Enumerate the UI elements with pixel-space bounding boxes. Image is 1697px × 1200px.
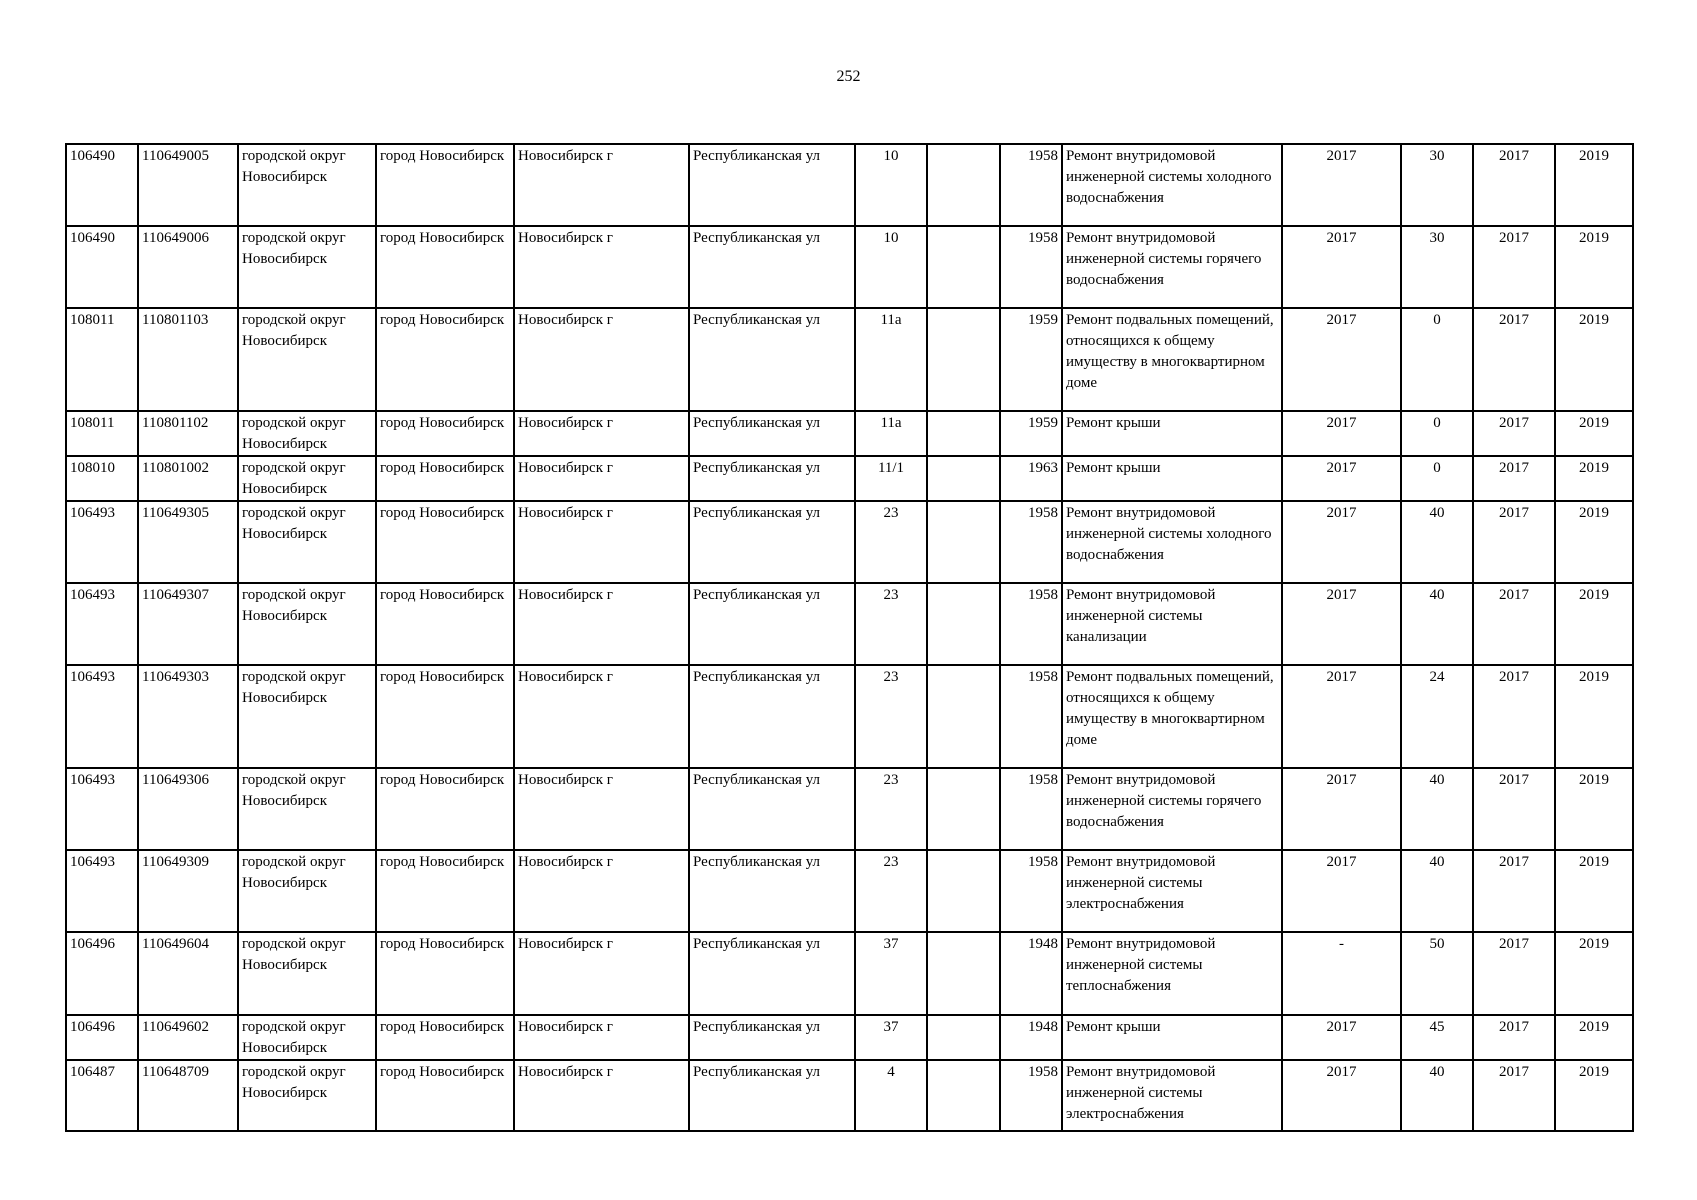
cell-object-id: 108011 — [66, 308, 138, 411]
cell-city: город Новосибирск — [376, 456, 514, 501]
cell-city: город Новосибирск — [376, 411, 514, 456]
cell-house-number: 11а — [855, 411, 927, 456]
cell-year-2: 2017 — [1473, 226, 1555, 308]
cell-build-year: 1958 — [1000, 665, 1062, 768]
cell-year-3: 2019 — [1555, 1015, 1633, 1060]
cell-object-id: 106493 — [66, 665, 138, 768]
cell-street: Республиканская ул — [689, 308, 855, 411]
cell-wear-percent: 40 — [1401, 583, 1473, 665]
cell-municipal-district: городской округ Новосибирск — [238, 1060, 376, 1131]
cell-year-1: 2017 — [1282, 850, 1401, 932]
table-row — [66, 501, 1633, 583]
cell-object-id: 108011 — [66, 411, 138, 456]
table-row — [66, 665, 1633, 768]
cell-year-2: 2017 — [1473, 501, 1555, 583]
cell-year-1: - — [1282, 932, 1401, 1015]
cell-locality: Новосибирск г — [514, 501, 689, 583]
cell-year-1: 2017 — [1282, 768, 1401, 850]
cell-city: город Новосибирск — [376, 850, 514, 932]
cell-locality: Новосибирск г — [514, 665, 689, 768]
cell-street: Республиканская ул — [689, 932, 855, 1015]
cell-element-code: 110801103 — [138, 308, 238, 411]
cell-house-number: 23 — [855, 501, 927, 583]
cell-year-1: 2017 — [1282, 583, 1401, 665]
cell-wear-percent: 40 — [1401, 768, 1473, 850]
cell-year-3: 2019 — [1555, 226, 1633, 308]
cell-year-3: 2019 — [1555, 932, 1633, 1015]
cell-wear-percent: 50 — [1401, 932, 1473, 1015]
cell-work-type: Ремонт подвальных помещений, относящихся к общему имуществу в многоквартирном доме — [1062, 308, 1282, 411]
cell-element-code: 110801102 — [138, 411, 238, 456]
cell-year-1: 2017 — [1282, 308, 1401, 411]
cell-object-id: 108010 — [66, 456, 138, 501]
cell-work-type: Ремонт внутридомовой инженерной системы холодного водоснабжения — [1062, 501, 1282, 583]
cell-city: город Новосибирск — [376, 768, 514, 850]
cell-locality: Новосибирск г — [514, 1015, 689, 1060]
cell-element-code: 110649005 — [138, 144, 238, 226]
cell-street: Республиканская ул — [689, 144, 855, 226]
cell-municipal-district: городской округ Новосибирск — [238, 665, 376, 768]
cell-work-type: Ремонт внутридомовой инженерной системы электроснабжения — [1062, 1060, 1282, 1131]
cell-locality: Новосибирск г — [514, 226, 689, 308]
cell-wear-percent: 30 — [1401, 226, 1473, 308]
cell-year-3: 2019 — [1555, 308, 1633, 411]
cell-wear-percent: 45 — [1401, 1015, 1473, 1060]
cell-year-2: 2017 — [1473, 768, 1555, 850]
cell-house-number: 23 — [855, 768, 927, 850]
cell-street: Республиканская ул — [689, 1060, 855, 1131]
table-body — [66, 144, 1633, 1131]
cell-year-2: 2017 — [1473, 932, 1555, 1015]
cell-element-code: 110649303 — [138, 665, 238, 768]
cell-work-type: Ремонт внутридомовой инженерной системы канализации — [1062, 583, 1282, 665]
cell-year-2: 2017 — [1473, 308, 1555, 411]
cell-building — [927, 1060, 1000, 1131]
cell-house-number: 37 — [855, 1015, 927, 1060]
cell-build-year: 1958 — [1000, 850, 1062, 932]
cell-year-1: 2017 — [1282, 144, 1401, 226]
cell-year-3: 2019 — [1555, 768, 1633, 850]
cell-building — [927, 1015, 1000, 1060]
cell-city: город Новосибирск — [376, 144, 514, 226]
cell-street: Республиканская ул — [689, 411, 855, 456]
cell-year-1: 2017 — [1282, 411, 1401, 456]
cell-building — [927, 411, 1000, 456]
table-row — [66, 768, 1633, 850]
cell-work-type: Ремонт крыши — [1062, 1015, 1282, 1060]
cell-work-type: Ремонт крыши — [1062, 411, 1282, 456]
cell-object-id: 106496 — [66, 932, 138, 1015]
cell-build-year: 1948 — [1000, 932, 1062, 1015]
cell-house-number: 23 — [855, 583, 927, 665]
cell-city: город Новосибирск — [376, 665, 514, 768]
cell-year-1: 2017 — [1282, 456, 1401, 501]
cell-house-number: 10 — [855, 144, 927, 226]
cell-street: Республиканская ул — [689, 1015, 855, 1060]
cell-municipal-district: городской округ Новосибирск — [238, 501, 376, 583]
cell-wear-percent: 24 — [1401, 665, 1473, 768]
cell-street: Республиканская ул — [689, 850, 855, 932]
cell-wear-percent: 0 — [1401, 411, 1473, 456]
cell-year-2: 2017 — [1473, 456, 1555, 501]
cell-house-number: 11а — [855, 308, 927, 411]
cell-locality: Новосибирск г — [514, 583, 689, 665]
cell-wear-percent: 30 — [1401, 144, 1473, 226]
table-row — [66, 456, 1633, 501]
cell-object-id: 106490 — [66, 144, 138, 226]
cell-object-id: 106487 — [66, 1060, 138, 1131]
cell-building — [927, 226, 1000, 308]
table-row — [66, 1060, 1633, 1131]
cell-locality: Новосибирск г — [514, 308, 689, 411]
cell-element-code: 110649604 — [138, 932, 238, 1015]
cell-locality: Новосибирск г — [514, 1060, 689, 1131]
cell-build-year: 1959 — [1000, 308, 1062, 411]
cell-street: Республиканская ул — [689, 768, 855, 850]
cell-build-year: 1958 — [1000, 583, 1062, 665]
page-number: 252 — [836, 68, 861, 85]
cell-house-number: 37 — [855, 932, 927, 1015]
cell-municipal-district: городской округ Новосибирск — [238, 850, 376, 932]
cell-building — [927, 144, 1000, 226]
cell-house-number: 11/1 — [855, 456, 927, 501]
cell-element-code: 110649307 — [138, 583, 238, 665]
cell-building — [927, 456, 1000, 501]
cell-city: город Новосибирск — [376, 932, 514, 1015]
cell-wear-percent: 0 — [1401, 308, 1473, 411]
cell-city: город Новосибирск — [376, 226, 514, 308]
cell-locality: Новосибирск г — [514, 144, 689, 226]
cell-city: город Новосибирск — [376, 583, 514, 665]
cell-building — [927, 768, 1000, 850]
cell-year-1: 2017 — [1282, 501, 1401, 583]
cell-element-code: 110649306 — [138, 768, 238, 850]
cell-street: Республиканская ул — [689, 226, 855, 308]
cell-municipal-district: городской округ Новосибирск — [238, 932, 376, 1015]
cell-year-3: 2019 — [1555, 144, 1633, 226]
cell-municipal-district: городской округ Новосибирск — [238, 768, 376, 850]
cell-locality: Новосибирск г — [514, 411, 689, 456]
cell-object-id: 106493 — [66, 501, 138, 583]
cell-municipal-district: городской округ Новосибирск — [238, 226, 376, 308]
cell-wear-percent: 40 — [1401, 850, 1473, 932]
cell-build-year: 1958 — [1000, 501, 1062, 583]
cell-locality: Новосибирск г — [514, 456, 689, 501]
cell-year-2: 2017 — [1473, 411, 1555, 456]
cell-build-year: 1958 — [1000, 768, 1062, 850]
cell-city: город Новосибирск — [376, 1060, 514, 1131]
cell-build-year: 1959 — [1000, 411, 1062, 456]
cell-city: город Новосибирск — [376, 1015, 514, 1060]
cell-municipal-district: городской округ Новосибирск — [238, 456, 376, 501]
cell-wear-percent: 0 — [1401, 456, 1473, 501]
cell-municipal-district: городской округ Новосибирск — [238, 583, 376, 665]
cell-year-3: 2019 — [1555, 411, 1633, 456]
cell-object-id: 106496 — [66, 1015, 138, 1060]
cell-work-type: Ремонт внутридомовой инженерной системы горячего водоснабжения — [1062, 768, 1282, 850]
table-row — [66, 932, 1633, 1015]
cell-year-2: 2017 — [1473, 1015, 1555, 1060]
cell-municipal-district: городской округ Новосибирск — [238, 308, 376, 411]
cell-building — [927, 308, 1000, 411]
cell-city: город Новосибирск — [376, 308, 514, 411]
cell-object-id: 106493 — [66, 583, 138, 665]
cell-street: Республиканская ул — [689, 665, 855, 768]
cell-year-2: 2017 — [1473, 1060, 1555, 1131]
cell-object-id: 106493 — [66, 850, 138, 932]
table-row — [66, 583, 1633, 665]
cell-house-number: 23 — [855, 850, 927, 932]
cell-year-1: 2017 — [1282, 1060, 1401, 1131]
cell-year-3: 2019 — [1555, 501, 1633, 583]
table-row — [66, 1015, 1633, 1060]
cell-build-year: 1958 — [1000, 226, 1062, 308]
cell-building — [927, 850, 1000, 932]
cell-work-type: Ремонт подвальных помещений, относящихся к общему имуществу в многоквартирном доме — [1062, 665, 1282, 768]
cell-year-2: 2017 — [1473, 144, 1555, 226]
registry-table — [65, 143, 1634, 1132]
cell-street: Республиканская ул — [689, 456, 855, 501]
cell-year-3: 2019 — [1555, 850, 1633, 932]
cell-wear-percent: 40 — [1401, 1060, 1473, 1131]
cell-element-code: 110649602 — [138, 1015, 238, 1060]
cell-wear-percent: 40 — [1401, 501, 1473, 583]
cell-build-year: 1963 — [1000, 456, 1062, 501]
cell-house-number: 23 — [855, 665, 927, 768]
cell-year-2: 2017 — [1473, 665, 1555, 768]
cell-house-number: 4 — [855, 1060, 927, 1131]
table-row — [66, 850, 1633, 932]
cell-element-code: 110649305 — [138, 501, 238, 583]
cell-work-type: Ремонт внутридомовой инженерной системы теплоснабжения — [1062, 932, 1282, 1015]
cell-street: Республиканская ул — [689, 501, 855, 583]
cell-year-1: 2017 — [1282, 665, 1401, 768]
cell-year-1: 2017 — [1282, 226, 1401, 308]
cell-build-year: 1958 — [1000, 1060, 1062, 1131]
cell-building — [927, 665, 1000, 768]
cell-work-type: Ремонт внутридомовой инженерной системы горячего водоснабжения — [1062, 226, 1282, 308]
cell-year-3: 2019 — [1555, 665, 1633, 768]
cell-build-year: 1948 — [1000, 1015, 1062, 1060]
cell-element-code: 110801002 — [138, 456, 238, 501]
cell-object-id: 106493 — [66, 768, 138, 850]
cell-work-type: Ремонт внутридомовой инженерной системы холодного водоснабжения — [1062, 144, 1282, 226]
cell-building — [927, 501, 1000, 583]
cell-year-3: 2019 — [1555, 456, 1633, 501]
table-row — [66, 308, 1633, 411]
cell-municipal-district: городской округ Новосибирск — [238, 411, 376, 456]
cell-year-1: 2017 — [1282, 1015, 1401, 1060]
cell-build-year: 1958 — [1000, 144, 1062, 226]
table-row — [66, 411, 1633, 456]
cell-year-2: 2017 — [1473, 850, 1555, 932]
cell-year-3: 2019 — [1555, 1060, 1633, 1131]
cell-element-code: 110649006 — [138, 226, 238, 308]
cell-municipal-district: городской округ Новосибирск — [238, 144, 376, 226]
table-row — [66, 144, 1633, 226]
cell-house-number: 10 — [855, 226, 927, 308]
cell-city: город Новосибирск — [376, 501, 514, 583]
cell-building — [927, 932, 1000, 1015]
cell-year-3: 2019 — [1555, 583, 1633, 665]
cell-building — [927, 583, 1000, 665]
cell-work-type: Ремонт крыши — [1062, 456, 1282, 501]
cell-locality: Новосибирск г — [514, 850, 689, 932]
cell-element-code: 110649309 — [138, 850, 238, 932]
cell-street: Республиканская ул — [689, 583, 855, 665]
cell-object-id: 106490 — [66, 226, 138, 308]
cell-municipal-district: городской округ Новосибирск — [238, 1015, 376, 1060]
table-row — [66, 226, 1633, 308]
cell-work-type: Ремонт внутридомовой инженерной системы электроснабжения — [1062, 850, 1282, 932]
cell-locality: Новосибирск г — [514, 768, 689, 850]
cell-element-code: 110648709 — [138, 1060, 238, 1131]
cell-year-2: 2017 — [1473, 583, 1555, 665]
cell-locality: Новосибирск г — [514, 932, 689, 1015]
